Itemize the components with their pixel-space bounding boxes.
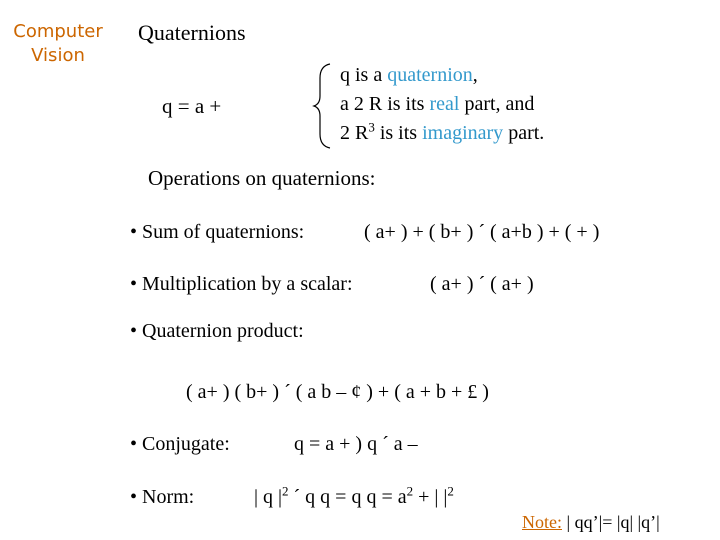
term-real: real [429, 93, 460, 115]
brace-line-2: a 2 R is its real part, and [340, 93, 535, 115]
operations-heading: Operations on quaternions: [148, 166, 376, 190]
product-label: • Quaternion product: [130, 320, 304, 342]
slide-title: Quaternions [138, 20, 246, 45]
term-imaginary: imaginary [422, 122, 504, 144]
left-brace-icon [310, 62, 334, 150]
scalar-label: • Multiplication by a scalar: [130, 273, 353, 295]
sum-formula: ( a+ ) + ( b+ ) ´ ( a+b ) + ( + ) [364, 221, 600, 243]
sidebar-title [4, 20, 112, 68]
conjugate-formula: q = a + ) q ´ a – [294, 433, 418, 455]
norm-label: • Norm: [130, 486, 195, 508]
sidebar-title-line2: Vision [31, 45, 85, 66]
note-text: | qq’|= |q| |q’| [562, 512, 660, 532]
norm-formula: | q $|^2$ ´ q q = q $q = a^2$ + | $|^2$ [254, 483, 454, 508]
note [522, 512, 660, 533]
term-quaternion: quaternion [387, 64, 473, 86]
product-formula: ( a+ ) ( b+ ) ´ ( a b – ¢ ) + ( a + b + £ ) [186, 381, 489, 403]
brace-line-1: q is a quaternion, [340, 64, 478, 86]
sidebar-title-line1: Computer [13, 21, 103, 42]
sum-label: • Sum of quaternions: [130, 221, 305, 243]
note-label: Note: [522, 512, 562, 532]
quaternion-definition: q = a + [162, 94, 222, 118]
brace-line-3: 2 $R^3$ is its imaginary part. [340, 119, 545, 144]
conjugate-label: • Conjugate: [130, 433, 230, 455]
scalar-formula: ( a+ ) ´ ( a+ ) [430, 273, 534, 295]
